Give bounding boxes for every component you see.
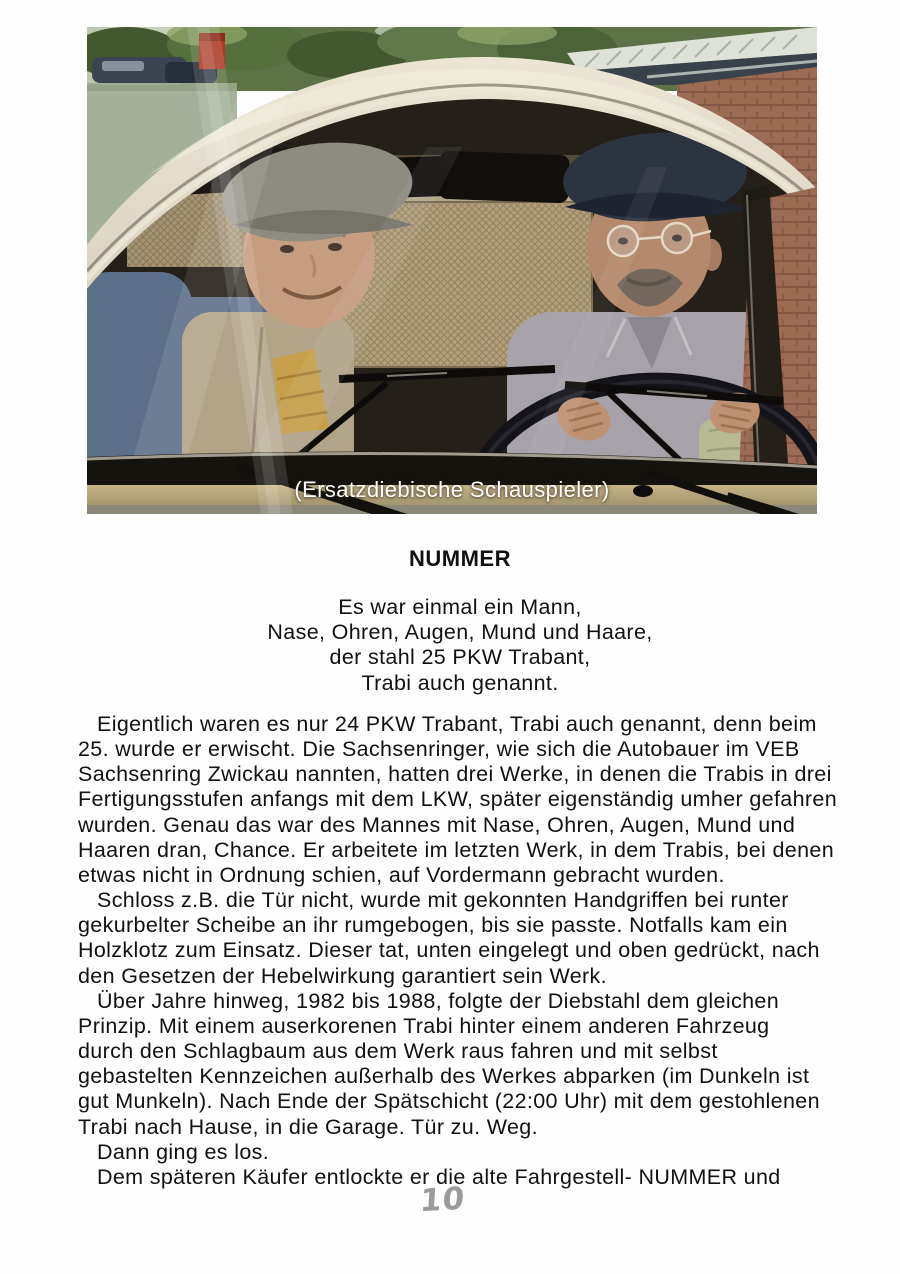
page-number: 10 bbox=[418, 1180, 467, 1220]
body-line: Über Jahre hinweg, 1982 bis 1988, folgte der Diebstahl dem gleichen bbox=[97, 988, 780, 1013]
poem-line: der stahl 25 PKW Trabant, bbox=[329, 645, 591, 670]
photo-caption: (Ersatzdiebische Schauspieler) bbox=[294, 477, 610, 502]
body-line: den Gesetzen der Hebelwirkung garantiert sein Werk. bbox=[78, 963, 607, 988]
sun-visor-right bbox=[438, 151, 570, 204]
body-line: 25. wurde er erwischt. Die Sachsenringer, wie sich die Autobauer im VEB bbox=[78, 737, 800, 762]
body-line: Fertigungsstufen anfangs mit dem LKW, später eigenständig umher gefahren bbox=[78, 787, 838, 812]
body-text bbox=[78, 712, 850, 1190]
poem-line: Nase, Ohren, Augen, Mund und Haare, bbox=[267, 620, 653, 645]
photo-bottom-strip bbox=[87, 505, 817, 514]
photo-trabant-figure bbox=[87, 27, 817, 514]
body-line: Dann ging es los. bbox=[97, 1139, 270, 1164]
paragraph-4 bbox=[78, 1140, 850, 1165]
poem-line: Es war einmal ein Mann, bbox=[338, 595, 582, 619]
body-line: Holzklotz zum Einsatz. Dieser tat, unten eingelegt und oben gedrückt, nach bbox=[78, 938, 820, 963]
body-line: Haaren dran, Chance. Er arbeitete im letzten Werk, in dem Trabis, bei denen bbox=[78, 837, 835, 862]
body-line: Trabi nach Hause, in die Garage. Tür zu. Weg. bbox=[78, 1114, 538, 1139]
paragraph-2 bbox=[78, 888, 850, 989]
body-line: gekurbelter Scheibe an ihr rumgebogen, bis sie passte. Notfalls kam ein bbox=[78, 913, 788, 938]
body-line: durch den Schlagbaum aus dem Werk raus fahren und mit selbst bbox=[78, 1039, 718, 1064]
body-line: Prinzip. Mit einem auserkorenen Trabi hinter einem anderen Fahrzeug bbox=[78, 1013, 770, 1038]
paragraph-3 bbox=[78, 989, 850, 1140]
trabant-photo-illustration bbox=[87, 27, 817, 514]
body-line: gut Munkeln). Nach Ende der Spätschicht (22:00 Uhr) mit dem gestohlenen bbox=[78, 1089, 820, 1114]
body-line: Schloss z.B. die Tür nicht, wurde mit gekonnten Handgriffen bei runter bbox=[97, 888, 789, 913]
paragraph-1 bbox=[78, 712, 850, 888]
body-line: etwas nicht in Ordnung schien, auf Vordermann gebracht wurden. bbox=[78, 862, 725, 887]
body-line: Sachsenring Zwickau nannten, hatten drei Werke, in denen die Trabis in drei bbox=[78, 762, 832, 787]
poem-line: Trabi auch genannt. bbox=[361, 670, 559, 695]
body-line: Eigentlich waren es nur 24 PKW Trabant, Trabi auch genannt, denn beim bbox=[97, 712, 817, 736]
page-title: NUMMER bbox=[409, 546, 511, 571]
poem bbox=[78, 595, 842, 696]
body-line: wurden. Genau das war des Mannes mit Nase, Ohren, Augen, Mund und bbox=[78, 812, 796, 837]
body-line: Dem späteren Käufer entlockte er die alte Fahrgestell- NUMMER und bbox=[97, 1164, 781, 1189]
body-line: gebastelten Kennzeichen außerhalb des Werkes abparken (im Dunkeln ist bbox=[78, 1064, 810, 1089]
